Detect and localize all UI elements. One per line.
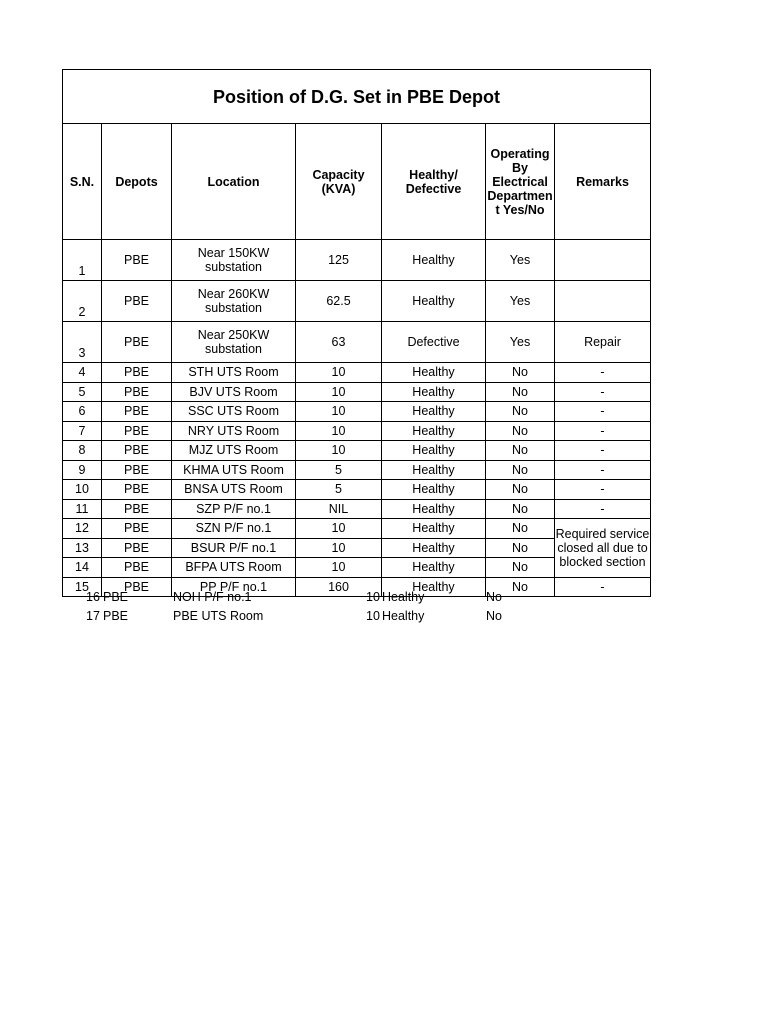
cell-remarks: - [555,480,651,500]
cell-depot: PBE [102,519,172,539]
cell-location: STH UTS Room [172,363,296,383]
table-row [63,519,651,539]
table-row [63,460,651,480]
cell-status: Healthy [382,402,486,422]
cell-depot: PBE [102,460,172,480]
cell-remarks: - [555,382,651,402]
cell-depot: PBE [102,577,172,597]
cell-remarks: Repair [555,322,651,363]
cell-capacity: 10 [296,558,382,578]
cell-location: MJZ UTS Room [172,441,296,461]
loose-cell-depot: PBE [103,590,129,604]
cell-capacity: 125 [296,240,382,281]
cell-sn: 6 [63,402,102,422]
cell-remarks: - [555,499,651,519]
loose-cell-status: Healthy [382,609,425,623]
header-sn: S.N. [63,124,102,240]
cell-status: Healthy [382,577,486,597]
cell-remarks-merged: Required service closed all due to blocked section [555,519,651,578]
cell-sn: 2 [63,281,102,322]
cell-operating: No [486,558,555,578]
header-capacity: Capacity (KVA) [296,124,382,240]
header-remarks: Remarks [555,124,651,240]
cell-location: SZP P/F no.1 [172,499,296,519]
table-row [63,382,651,402]
table-row [63,441,651,461]
cell-status: Healthy [382,480,486,500]
cell-depot: PBE [102,480,172,500]
loose-cell-operating: No [486,609,502,623]
cell-location: PP P/F no.1 [172,577,296,597]
cell-operating: No [486,577,555,597]
cell-status: Healthy [382,460,486,480]
cell-operating: No [486,460,555,480]
table-row [63,322,651,363]
cell-capacity: 5 [296,480,382,500]
cell-operating: Yes [486,322,555,363]
cell-depot: PBE [102,240,172,281]
cell-capacity: 10 [296,441,382,461]
cell-remarks: - [555,460,651,480]
cell-operating: Yes [486,281,555,322]
cell-location: SSC UTS Room [172,402,296,422]
table-row [63,499,651,519]
cell-operating: No [486,441,555,461]
cell-status: Healthy [382,538,486,558]
cell-depot: PBE [102,421,172,441]
cell-capacity: 10 [296,538,382,558]
cell-remarks: - [555,363,651,383]
table-row [63,480,651,500]
cell-depot: PBE [102,382,172,402]
table-row [63,240,651,281]
loose-cell-depot: PBE [103,609,129,623]
cell-location: Near 260KW substation [172,281,296,322]
cell-operating: No [486,382,555,402]
cell-status: Healthy [382,558,486,578]
cell-capacity: 10 [296,421,382,441]
cell-status: Healthy [382,363,486,383]
loose-cell-location: PBE UTS Room [173,609,264,623]
cell-capacity: 5 [296,460,382,480]
cell-sn: 15 [63,577,102,597]
cell-status: Healthy [382,499,486,519]
cell-sn: 10 [63,480,102,500]
cell-location: Near 250KW substation [172,322,296,363]
cell-status: Healthy [382,382,486,402]
cell-depot: PBE [102,281,172,322]
cell-remarks [555,281,651,322]
cell-remarks: - [555,441,651,461]
cell-capacity: 160 [296,577,382,597]
header-depots: Depots [102,124,172,240]
cell-sn: 7 [63,421,102,441]
cell-status: Healthy [382,441,486,461]
cell-remarks [555,240,651,281]
cell-sn: 5 [63,382,102,402]
header-row [63,124,651,240]
dg-set-table [62,69,651,597]
cell-sn: 12 [63,519,102,539]
loose-cell-capacity: 10 [366,590,380,604]
cell-status: Healthy [382,240,486,281]
cell-capacity: 10 [296,519,382,539]
cell-capacity: 63 [296,322,382,363]
dg-set-table-container [62,69,651,597]
cell-sn: 11 [63,499,102,519]
cell-location: NRY UTS Room [172,421,296,441]
cell-status: Healthy [382,281,486,322]
cell-location: KHMA UTS Room [172,460,296,480]
cell-depot: PBE [102,538,172,558]
cell-status: Healthy [382,519,486,539]
cell-operating: No [486,402,555,422]
cell-operating: No [486,363,555,383]
loose-cell-sn: 17 [86,609,100,623]
cell-operating: Yes [486,240,555,281]
cell-status: Healthy [382,421,486,441]
cell-capacity: NIL [296,499,382,519]
cell-sn: 13 [63,538,102,558]
loose-cell-capacity: 10 [366,609,380,623]
table-row [63,363,651,383]
table-row [63,281,651,322]
cell-sn: 9 [63,460,102,480]
cell-status: Defective [382,322,486,363]
cell-operating: No [486,519,555,539]
cell-sn: 1 [63,240,102,281]
cell-depot: PBE [102,402,172,422]
cell-capacity: 10 [296,363,382,383]
loose-cell-sn: 16 [86,590,100,604]
cell-depot: PBE [102,558,172,578]
cell-depot: PBE [102,363,172,383]
header-status: Healthy/ Defective [382,124,486,240]
cell-sn: 4 [63,363,102,383]
cell-operating: No [486,480,555,500]
cell-location: SZN P/F no.1 [172,519,296,539]
cell-location: BFPA UTS Room [172,558,296,578]
cell-operating: No [486,538,555,558]
loose-cell-operating: No [486,590,502,604]
header-operating: Operating By Electrical Departmen t Yes/No [486,124,555,240]
cell-remarks: - [555,577,651,597]
cell-remarks: - [555,421,651,441]
cell-depot: PBE [102,441,172,461]
cell-operating: No [486,499,555,519]
loose-cell-location: NOH P/F no.1 [173,590,252,604]
table-title: Position of D.G. Set in PBE Depot [63,70,651,124]
cell-sn: 14 [63,558,102,578]
cell-location: BSUR P/F no.1 [172,538,296,558]
cell-depot: PBE [102,499,172,519]
cell-capacity: 62.5 [296,281,382,322]
cell-depot: PBE [102,322,172,363]
table-row [63,421,651,441]
table-row [63,577,651,597]
cell-location: BJV UTS Room [172,382,296,402]
cell-capacity: 10 [296,382,382,402]
header-location: Location [172,124,296,240]
cell-capacity: 10 [296,402,382,422]
table-row [63,402,651,422]
cell-location: BNSA UTS Room [172,480,296,500]
cell-operating: No [486,421,555,441]
cell-sn: 3 [63,322,102,363]
cell-remarks: - [555,402,651,422]
cell-sn: 8 [63,441,102,461]
cell-location: Near 150KW substation [172,240,296,281]
loose-cell-status: Healthy [382,590,425,604]
